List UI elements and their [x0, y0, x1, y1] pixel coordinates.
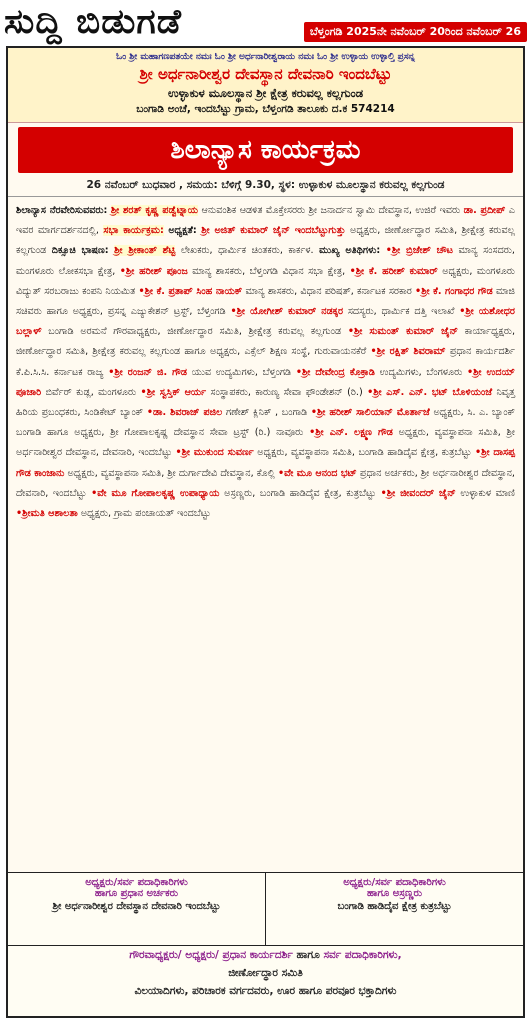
bullet-icon: •: [347, 326, 354, 338]
guest-desc: ಅಸ್ರಣ್ಣರು, ಬಂಗಾಡಿ ಹಾಡಿದೈವ ಕ್ಷೇತ್ರ, ಕುತ್ರಬೆಟ್ಟು: [224, 487, 377, 499]
bullet-icon: •: [380, 487, 387, 499]
guest-name: ಶ್ರೀ ಶ್ರೀಕಾಂತ್ ಶೆಟ್ಟಿ: [114, 245, 176, 257]
date-badge: ಬೆಳ್ತಂಗಡಿ 2025ನೇ ನವೆಂಬರ್ 20ರಿಂದ ನವೆಂಬರ್ 26: [304, 22, 527, 42]
header: [0, 0, 531, 44]
guest-name: ಶ್ರೀ ಅಜಿತ್ ಕುಮಾರ್ ಜೈನ್ ಇಂದಬೆಟ್ಟುಗುತ್ತು: [201, 225, 346, 237]
label-sabha: ಸಭಾ ಕಾರ್ಯಕ್ರಮ:: [103, 225, 164, 237]
guest-desc: ಬಿರ್ವೆರ್ ಕುಡ್ಲ, ಮಂಗಳೂರು: [45, 386, 137, 398]
guest-name: ಶ್ರೀ ಉದಯ್ ಪೂಜಾರಿ: [16, 366, 516, 398]
label-chief-guests: ಮುಖ್ಯ ಅತಿಥಿಗಳು:: [319, 245, 381, 257]
bullet-icon: •: [349, 265, 356, 277]
footer-right-column: [265, 873, 523, 945]
committee-members: ಸರ್ವ ಪದಾಧಿಕಾರಿಗಳು,: [323, 949, 402, 961]
bullet-icon: •: [16, 508, 23, 520]
guest-desc: ಪ್ರಧಾನ ಅರ್ಚಕರು, ಶ್ರೀ ಅರ್ಧನಾರೀಶ್ವರ ದೇವಸ್ಥಾನ, ದೇವನಾರಿ, ಇಂದಬೆಟ್ಟು: [16, 467, 515, 499]
bullet-icon: •: [230, 306, 237, 318]
guest-desc: ಕಾರ್ಯಾಧ್ಯಕ್ಷರು, ಜೀರ್ಣೋದ್ಧಾರ ಸಮಿತಿ, ಶ್ರೀಕ್ಷೇತ್ರ ಕರುವಲ್ಲ ಕಲ್ಲಗುಂಡ ಹಾಗೂ ಅಧ್ಯಕ್ಷರು, ಎಕ್ಸೆಲ್ ಶಿಕ್ಷಣ ಸಂಸ್ಥೆ, ಗುರುವಾಯನಕೆರೆ: [16, 326, 516, 358]
guest-name: ಶ್ರೀ ಕೆ. ಪ್ರತಾಪ್ ಸಿಂಹ ನಾಯಕ್: [144, 285, 243, 297]
footer-right-line3: ಬಂಗಾಡಿ ಹಾಡಿದೈವ ಕ್ಷೇತ್ರ ಕುತ್ರಬೆಟ್ಟು: [337, 901, 452, 912]
guest-name: ಶ್ರೀ ಸ್ವಸ್ತಿಕ್ ಆರ್ಯ: [146, 386, 207, 398]
footer-signatories: [8, 872, 523, 946]
guest-desc: ಅಧ್ಯಕ್ಷರು, ವ್ಯವಸ್ಥಾಪನಾ ಸಮಿತಿ, ಶ್ರೀ ದುರ್ಗಾದೇವಿ ದೇವಸ್ಥಾನ, ಕೊಲ್ಲಿ: [67, 467, 275, 479]
footer-committee-line2: ಜೀರ್ಣೋದ್ಧಾರ ಸಮಿತಿ: [228, 967, 303, 979]
guest-desc: ಸದಸ್ಯರು, ಧಾರ್ಮಿಕ ದತ್ತಿ ಇಲಾಖೆ: [347, 306, 455, 318]
label-foundation: ಶಿಲಾನ್ಯಾಸ ನೆರವೇರಿಸುವವರು:: [16, 205, 108, 216]
footer-left-column: [8, 873, 265, 945]
guest-desc: ಗಣೇಶ್ ಕ್ಲಿನಿಕ್ , ಬಂಗಾಡಿ: [226, 407, 308, 419]
guest-desc: ಉದ್ಯಮಿಗಳು, ಬೆಂಗಳೂರು: [379, 366, 463, 378]
guest-desc: ಮಾನ್ಯ ಶಾಸಕರು, ವಿಧಾನ ಪರಿಷತ್, ಕರ್ನಾಟಕ ಸರಕಾರ: [245, 285, 412, 297]
guest-name: ಶ್ರೀ ಮುಕುಂದ ಸುವರ್ಣ: [181, 447, 254, 459]
guest-name: ಶ್ರೀ ಬ್ರಿಜೇಶ್ ಚೌಟ: [391, 245, 454, 257]
guest-name: ಶ್ರೀ ಕೆ. ಗಂಗಾಧರ ಗೌಡ: [421, 285, 493, 297]
label-presidency: ಅಧ್ಯಕ್ಷತೆ:: [168, 225, 197, 237]
moolasthana-line: ಉಳ್ಳಾಕುಳ ಮೂಲಸ್ಥಾನ ಶ್ರೀ ಕ್ಷೇತ್ರ ಕರುವಲ್ಲ ಕಲ್ಲಗುಂಡ: [167, 86, 364, 100]
bullet-icon: •: [370, 346, 377, 358]
address-line: ಬಂಗಾಡಿ ಅಂಚೆ, ಇಂದಬೆಟ್ಟು ಗ್ರಾಮ, ಬೆಳ್ತಂಗಡಿ ತಾಲೂಕು ದ.ಕ 574214: [136, 103, 395, 115]
guest-desc: ಎ ಇವರ ಮಾರ್ಗದರ್ಶನದಲ್ಲಿ,: [16, 205, 515, 237]
guest-name: ಶ್ರೀ ಯಶೋಧರ ಬಲ್ಲಾಳ್: [16, 306, 515, 338]
guest-desc: ಆನುವಂಶಿಕ ಆಡಳಿತ ಮೊಕ್ತೇಸರರು ಶ್ರೀ ಜನಾರ್ದನ ಸ್ವಾಮಿ ದೇವಸ್ಥಾನ, ಉಜಿರೆ ಇವರು: [201, 205, 461, 216]
guest-desc: ಅಧ್ಯಕ್ಷರು, ಗ್ರಾಮ ಪಂಚಾಯತ್ ಇಂದಬೆಟ್ಟು: [80, 508, 211, 520]
guest-name: ಶ್ರೀ ರಂಜನ್ ಜಿ. ಗೌಡ: [114, 366, 187, 378]
bullet-icon: •: [310, 407, 317, 419]
guest-desc: ಬಂಗಾಡಿ ಅರಮನೆ ಗೌರವಾಧ್ಯಕ್ಷರು, ಜೀರ್ಣೋದ್ಧಾರ ಸಮಿತಿ, ಶ್ರೀಕ್ಷೇತ್ರ ಕರುವಲ್ಲ ಕಲ್ಲಗುಂಡ: [48, 326, 342, 338]
footer-committee-line1: [8, 946, 523, 964]
bullet-icon: •: [175, 447, 182, 459]
intro-block: [8, 48, 523, 123]
bullet-icon: •: [466, 366, 474, 378]
event-title-banner: ಶಿಲಾನ್ಯಾಸ ಕಾರ್ಯಕ್ರಮ: [18, 127, 513, 173]
footer-committee-line3: ವಿಲಯಾದಿಗಳು, ಪರಿಚಾರಕ ವರ್ಗದವರು, ಊರ ಹಾಗೂ ಪರವೂರ ಭಕ್ತಾದಿಗಳು: [134, 985, 397, 997]
guest-name: ವೇ ಮೂ ಆನಂದ ಭಟ್: [284, 467, 357, 479]
guest-name: ಶ್ರೀ ದೇವೇಂದ್ರ ಕೊಕ್ರಾಡಿ: [301, 366, 375, 378]
bullet-icon: •: [138, 285, 145, 297]
guest-name: ಡಾ. ಶಿವರಾಜ್ ಪಜಿಲ: [152, 407, 223, 419]
guest-name: ಶ್ರೀ ಕೆ. ಹರೀಶ್ ಕುಮಾರ್: [355, 265, 438, 277]
committee-roles: ಗೌರವಾಧ್ಯಕ್ಷರು/ ಅಧ್ಯಕ್ಷರು/ ಪ್ರಧಾನ ಕಾರ್ಯದರ್ಶಿ: [129, 949, 293, 961]
guest-desc: ಉಳ್ಳಾಕುಳ ಮಾಣಿ: [460, 487, 515, 499]
footer-committee: [8, 946, 523, 1016]
guest-desc: ಲೇಖಕರು, ಧಾರ್ಮಿಕ ಚಿಂತಕರು, ಕಾರ್ಕಳ.: [180, 245, 314, 257]
guest-desc: ನಿವೃತ್ತ ಹಿರಿಯ ಪ್ರಬಂಧಕರು, ಸಿಂಡಿಕೇಟ್ ಬ್ಯಾಂಕ್: [16, 386, 515, 419]
guest-desc: ಸಂಸ್ಥಾಪಕರು, ಕಾರುಣ್ಯ ಸೇವಾ ಫೌಂಡೇಶನ್ (ರಿ.): [210, 386, 363, 398]
guest-desc: ಮಾನ್ಯ ಶಾಸಕರು, ಬೆಳ್ತಂಗಡಿ ವಿಧಾನ ಸಭಾ ಕ್ಷೇತ್ರ,: [192, 265, 346, 277]
guest-name: ಶ್ರೀ ದಾಸಪ್ಪ ಗೌಡ ಕಾಂಜಾನು: [16, 447, 515, 479]
bullet-icon: •: [91, 487, 98, 499]
guest-desc: ಯುವ ಉದ್ಯಮಿಗಳು, ಬೆಳ್ತಂಗಡಿ: [191, 366, 292, 378]
guest-name: ಶ್ರೀ ಹರೀಶ್ ಸಾಲಿಯಾನ್ ಮೊರ್ತಾಜೆ: [316, 407, 430, 419]
notice-frame: [6, 46, 525, 1018]
guest-desc: ಅಧ್ಯಕ್ಷರು, ವ್ಯವಸ್ಥಾಪನಾ ಸಮಿತಿ, ಶ್ರೀ ಅರ್ಧನಾರೀಶ್ವರ ದೇವಸ್ಥಾನ, ದೇವನಾರಿ, ಇಂದಬೆಟ್ಟು: [16, 427, 515, 459]
bullet-icon: •: [385, 245, 392, 257]
committee-conj: ಹಾಗೂ: [296, 949, 320, 961]
guest-name: ಶ್ರೀ ರಕ್ಷಿತ್ ಶಿವರಾಮ್: [376, 346, 446, 358]
guest-name: ಶ್ರೀ ಸುಮಂತ್ ಕುಮಾರ್ ಜೈನ್: [353, 326, 459, 338]
guest-name: ಶ್ರೀ ಎನ್. ಲಕ್ಷ್ಮಣ ಗೌಡ: [315, 427, 393, 439]
guest-name: ಶ್ರೀಮತಿ ಆಶಾಲತಾ: [22, 508, 78, 520]
bullet-icon: •: [367, 386, 374, 398]
guest-desc: ಅಧ್ಯಕ್ಷರು, ಜೀರ್ಣೋದ್ಧಾರ ಸಮಿತಿ, ಶ್ರೀಕ್ಷೇತ್ರ ಕರುವಲ್ಲ ಕಲ್ಲಗುಂಡ: [16, 225, 515, 257]
guest-name: ಶ್ರೀ ಎಸ್. ಎನ್. ಭಟ್ ಬೊಳಿಯಂಜೆ: [373, 386, 493, 398]
guest-name: ಶ್ರೀ ಯೋಗೀಶ್ ಕುಮಾರ್ ನಡಕ್ಕರ: [236, 306, 344, 318]
guest-desc: ಅಧ್ಯಕ್ಷರು, ಮಂಗಳೂರು ವಿದ್ಯುತ್ ಸರಬರಾಜು ಕಂಪನಿ ನಿಯಮಿತ: [16, 265, 515, 297]
bullet-icon: •: [146, 407, 153, 419]
event-schedule: 26 ನವೆಂಬರ್ ಬುಧವಾರ , ಸಮಯ: ಬೆಳಿಗ್ಗೆ 9.30, ಸ್ಥಳ: ಉಳ್ಳಾಕುಳ ಮೂಲಸ್ಥಾನ ಕರುವಲ್ಲ ಕಲ್ಲಗುಂಡ: [8, 177, 523, 197]
bullet-icon: •: [415, 285, 422, 297]
guest-desc: ಅಧ್ಯಕ್ಷರು, ವ್ಯವಸ್ಥಾಪನಾ ಸಮಿತಿ, ಬಂಗಾಡಿ ಹಾಡಿದೈವ ಕ್ಷೇತ್ರ, ಕುತ್ರಬೆಟ್ಟು: [257, 447, 472, 459]
programme-details: [8, 197, 523, 767]
guest-name: ವೇ ಮೂ ಗೋಪಾಲಕೃಷ್ಣ ಉಪಾಧ್ಯಾಯ: [97, 487, 220, 499]
guest-desc: ಅಧ್ಯಕ್ಷರು, ಸಿ. ಎ. ಬ್ಯಾಂಕ್ ಬಂಗಾಡಿ ಹಾಗೂ ಅಧ್ಯಕ್ಷರು, ಶ್ರೀ ಗೋಪಾಲಕೃಷ್ಣ ದೇವಸ್ಥಾನ ಸೇವಾ ಟ್ರಸ್ಟ್ (ರಿ.) ನಾವೂರು: [16, 407, 516, 439]
footer-left-line1: ಅಧ್ಯಕ್ಷರು/ಸರ್ವ ಪದಾಧಿಕಾರಿಗಳು: [85, 877, 188, 888]
guest-name: ಡಾ. ಪ್ರದೀಪ್: [463, 205, 506, 216]
masthead-title: ಸುದ್ದಿ ಬಿಡುಗಡೆ: [3, 2, 182, 42]
guest-name: ಶ್ರೀ ಶರತ್ ಕೃಷ್ಣ ಪಡ್ವೆಟ್ನಾಯ: [110, 205, 199, 216]
guest-name: ಶ್ರೀ ಹರೀಶ್ ಪೂಂಜ: [125, 265, 188, 277]
guest-desc: ಮಾನ್ಯ ಸಂಸದರು, ಮಂಗಳೂರು ಲೋಕಸಭಾ ಕ್ಷೇತ್ರ,: [16, 245, 515, 277]
bullet-icon: •: [108, 366, 115, 378]
guest-desc: ಪ್ರಧಾನ ಕಾರ್ಯದರ್ಶಿ ಕೆ.ಪಿ.ಸಿ.ಸಿ. ಕರ್ನಾಟಕ ರಾಜ್ಯ: [16, 346, 515, 378]
bullet-icon: •: [459, 306, 466, 318]
guest-name: ಶ್ರೀ ಜೀವಂದರ್ ಜೈನ್: [386, 487, 456, 499]
temple-name: ಶ್ರೀ ಅರ್ಧನಾರೀಶ್ವರ ದೇವಸ್ಥಾನ ದೇವನಾರಿ ಇಂದಬೆಟ್ಟು: [139, 65, 392, 83]
label-keynote: ದಿಕ್ಸೂಚಿ ಭಾಷಣ:: [51, 245, 109, 257]
bullet-icon: •: [277, 467, 285, 479]
footer-right-line1: ಅಧ್ಯಕ್ಷರು/ಸರ್ವ ಪದಾಧಿಕಾರಿಗಳು: [343, 877, 446, 888]
guest-desc: ಮಾಜಿ ಸಚಿವರು ಹಾಗೂ ಅಧ್ಯಕ್ಷರು, ಪ್ರಸನ್ನ ಎಜ್ಯುಕೇಶನ್ ಟ್ರಸ್ಟ್, ಬೆಳ್ತಂಗಡಿ: [16, 285, 515, 318]
bullet-icon: •: [140, 386, 147, 398]
footer-left-line2: ಹಾಗೂ ಪ್ರಧಾನ ಅರ್ಚಕರು: [94, 888, 179, 899]
bullet-icon: •: [475, 447, 482, 459]
footer-right-line2: ಹಾಗೂ ಅಸ್ರಣ್ಣರು: [366, 888, 423, 899]
bullet-icon: •: [295, 366, 302, 378]
bullet-icon: •: [119, 265, 126, 277]
bullet-icon: •: [309, 427, 316, 439]
invocation-line: ಓಂ ಶ್ರೀ ಮಹಾಗಣಪತಯೇ ನಮಃ ಓಂ ಶ್ರೀ ಅರ್ಧನಾರೀಶ್ವರಾಯ ನಮಃ ಓಂ ಶ್ರೀ ಉಳ್ಳಾಯ ಉಳ್ಳಾಲ್ತಿ ಪ್ರಸನ್ನ: [116, 52, 415, 62]
footer-left-line3: ಶ್ರೀ ಅರ್ಧನಾರೀಶ್ವರ ದೇವಸ್ಥಾನ ದೇವನಾರಿ ಇಂದಬೆಟ್ಟು: [52, 901, 221, 912]
